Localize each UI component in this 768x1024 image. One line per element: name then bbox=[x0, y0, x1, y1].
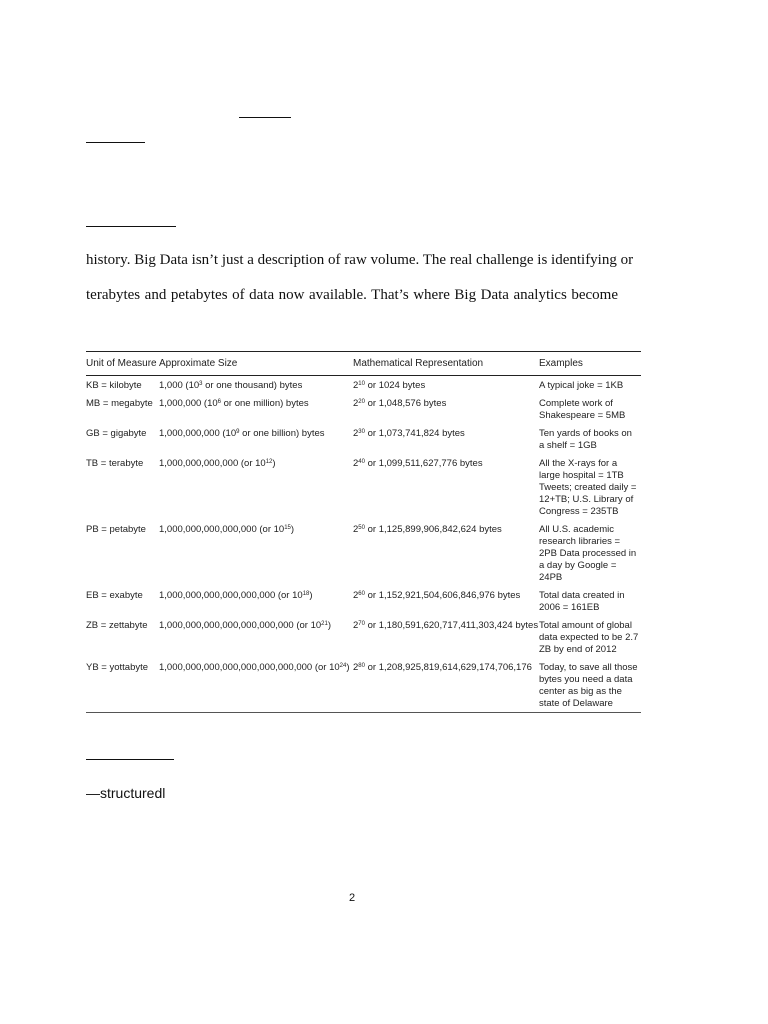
heading-underline-1 bbox=[239, 117, 291, 118]
data-units-table bbox=[86, 351, 641, 713]
unit-label: PB = petabyte bbox=[86, 524, 146, 535]
math-text: or 1,048,576 bytes bbox=[364, 398, 447, 409]
example-cell bbox=[539, 394, 641, 424]
size-text: 1,000,000 (10 bbox=[159, 398, 218, 409]
size-text: 1,000,000,000,000,000,000 (or 10 bbox=[159, 590, 303, 601]
unit-cell bbox=[86, 586, 159, 616]
example-text: All U.S. academic research libraries = 2PB Data processed in a day by Google = 24PB bbox=[539, 524, 637, 583]
body-text-line-1: history. Big Data isn’t just a description of raw volume. The real challenge is identifying or bbox=[86, 252, 634, 268]
example-cell bbox=[539, 586, 641, 616]
size-text-suffix: or one billion) bytes bbox=[239, 428, 325, 439]
example-cell bbox=[539, 424, 641, 454]
example-cell bbox=[539, 454, 641, 520]
math-text: or 1,180,591,620,717,411,303,424 bytes bbox=[364, 620, 539, 631]
math-text: or 1,073,741,824 bytes bbox=[364, 428, 465, 439]
size-text: 1,000,000,000,000,000 (or 10 bbox=[159, 524, 285, 535]
example-text: Ten yards of books on a shelf = 1GB bbox=[539, 428, 632, 451]
math-exponent: 20 bbox=[358, 399, 365, 405]
unit-label: GB = gigabyte bbox=[86, 428, 147, 439]
header-math: Mathematical Representation bbox=[353, 358, 484, 369]
size-text: 1,000,000,000,000,000,000,000,000 (or 10 bbox=[159, 662, 340, 673]
unit-cell bbox=[86, 520, 159, 586]
unit-cell bbox=[86, 454, 159, 520]
header-unit: Unit of Measure bbox=[86, 358, 157, 369]
size-text-suffix: ) bbox=[272, 458, 276, 469]
size-exponent: 15 bbox=[284, 525, 291, 531]
table-row bbox=[86, 658, 641, 713]
table-row bbox=[86, 454, 641, 520]
math-text: or 1,152,921,504,606,846,976 bytes bbox=[364, 590, 521, 601]
unit-cell bbox=[86, 394, 159, 424]
math-cell bbox=[353, 376, 539, 395]
example-text: All the X-rays for a large hospital = 1TB Tweets; created daily = 12+TB; U.S. Library of Congress = 235TB bbox=[539, 458, 637, 517]
example-text: A typical joke = 1KB bbox=[539, 380, 624, 391]
size-exponent: 24 bbox=[339, 663, 347, 669]
size-exponent: 9 bbox=[236, 429, 240, 435]
example-cell bbox=[539, 520, 641, 586]
size-cell bbox=[159, 376, 353, 395]
size-text-suffix: or one thousand) bytes bbox=[202, 380, 303, 391]
math-exponent: 70 bbox=[358, 621, 365, 627]
example-cell bbox=[539, 376, 641, 395]
table-row bbox=[86, 586, 641, 616]
header-examples: Examples bbox=[539, 358, 583, 369]
size-exponent: 21 bbox=[321, 621, 328, 627]
table-header-row bbox=[86, 352, 641, 376]
size-exponent: 18 bbox=[302, 591, 310, 597]
size-text-suffix: ) bbox=[290, 524, 295, 535]
size-text: 1,000,000,000 (10 bbox=[159, 428, 237, 439]
math-base: 2 bbox=[353, 590, 359, 601]
unit-label: ZB = zettabyte bbox=[86, 620, 148, 631]
math-base: 2 bbox=[353, 620, 359, 631]
math-text: or 1024 bytes bbox=[364, 380, 426, 391]
math-cell bbox=[353, 586, 539, 616]
math-exponent: 60 bbox=[358, 591, 365, 597]
table-row bbox=[86, 520, 641, 586]
unit-label: KB = kilobyte bbox=[86, 380, 142, 391]
footer-heading-underline bbox=[86, 759, 174, 760]
math-base: 2 bbox=[353, 662, 359, 673]
size-exponent: 3 bbox=[199, 381, 203, 387]
size-text-suffix: ) bbox=[327, 620, 332, 631]
math-text: or 1,099,511,627,776 bytes bbox=[364, 458, 483, 469]
example-text: Total data created in 2006 = 161EB bbox=[539, 590, 625, 613]
example-cell bbox=[539, 616, 641, 658]
math-text: or 1,208,925,819,614,629,174,706,176 bbox=[364, 662, 532, 673]
unit-label: MB = megabyte bbox=[86, 398, 153, 409]
size-text: 1,000,000,000,000 (or 10 bbox=[159, 458, 266, 469]
math-cell bbox=[353, 616, 539, 658]
unit-cell bbox=[86, 616, 159, 658]
size-text: 1,000 (10 bbox=[159, 380, 200, 391]
math-cell bbox=[353, 454, 539, 520]
size-exponent: 12 bbox=[265, 459, 273, 465]
math-base: 2 bbox=[353, 458, 359, 469]
body-text-line-2: terabytes and petabytes of data now available. That’s where Big Data analytics become bbox=[86, 287, 618, 303]
header-size: Approximate Size bbox=[159, 358, 238, 369]
size-cell bbox=[159, 424, 353, 454]
size-cell bbox=[159, 616, 353, 658]
math-cell bbox=[353, 394, 539, 424]
size-cell bbox=[159, 658, 353, 713]
size-exponent: 6 bbox=[217, 399, 221, 405]
unit-label: EB = exabyte bbox=[86, 590, 143, 601]
math-base: 2 bbox=[353, 428, 359, 439]
example-text: Total amount of global data expected to be 2.7 ZB by end of 2012 bbox=[539, 620, 639, 655]
math-base: 2 bbox=[353, 380, 359, 391]
size-cell bbox=[159, 454, 353, 520]
size-text-suffix: ) bbox=[309, 590, 313, 601]
example-text: Complete work of Shakespeare = 5MB bbox=[539, 398, 626, 421]
math-exponent: 80 bbox=[358, 663, 365, 669]
heading-underline-2 bbox=[86, 142, 145, 143]
math-exponent: 50 bbox=[358, 525, 365, 531]
math-text: or 1,125,899,906,842,624 bytes bbox=[364, 524, 502, 535]
heading-underline-3 bbox=[86, 226, 176, 227]
example-cell bbox=[539, 658, 641, 713]
unit-label: TB = terabyte bbox=[86, 458, 144, 469]
math-base: 2 bbox=[353, 398, 359, 409]
page-number: 2 bbox=[348, 892, 356, 904]
math-exponent: 40 bbox=[358, 459, 365, 465]
table-row bbox=[86, 376, 641, 395]
table-row bbox=[86, 616, 641, 658]
size-text-suffix: ) bbox=[346, 662, 350, 673]
math-cell bbox=[353, 424, 539, 454]
size-cell bbox=[159, 586, 353, 616]
table-row bbox=[86, 424, 641, 454]
unit-cell bbox=[86, 376, 159, 395]
unit-label: YB = yottabyte bbox=[86, 662, 149, 673]
math-cell bbox=[353, 520, 539, 586]
math-base: 2 bbox=[353, 524, 359, 535]
unit-cell bbox=[86, 658, 159, 713]
size-text-suffix: or one million) bytes bbox=[220, 398, 309, 409]
size-text: 1,000,000,000,000,000,000,000 (or 10 bbox=[159, 620, 322, 631]
math-cell bbox=[353, 658, 539, 713]
size-cell bbox=[159, 520, 353, 586]
math-exponent: 30 bbox=[358, 429, 365, 435]
unit-cell bbox=[86, 424, 159, 454]
table-row bbox=[86, 394, 641, 424]
structured-text: —structuredl bbox=[86, 785, 166, 801]
example-text: Today, to save all those bytes you need a data center as big as the state of Delaware bbox=[539, 662, 638, 709]
size-cell bbox=[159, 394, 353, 424]
math-exponent: 10 bbox=[358, 381, 365, 387]
